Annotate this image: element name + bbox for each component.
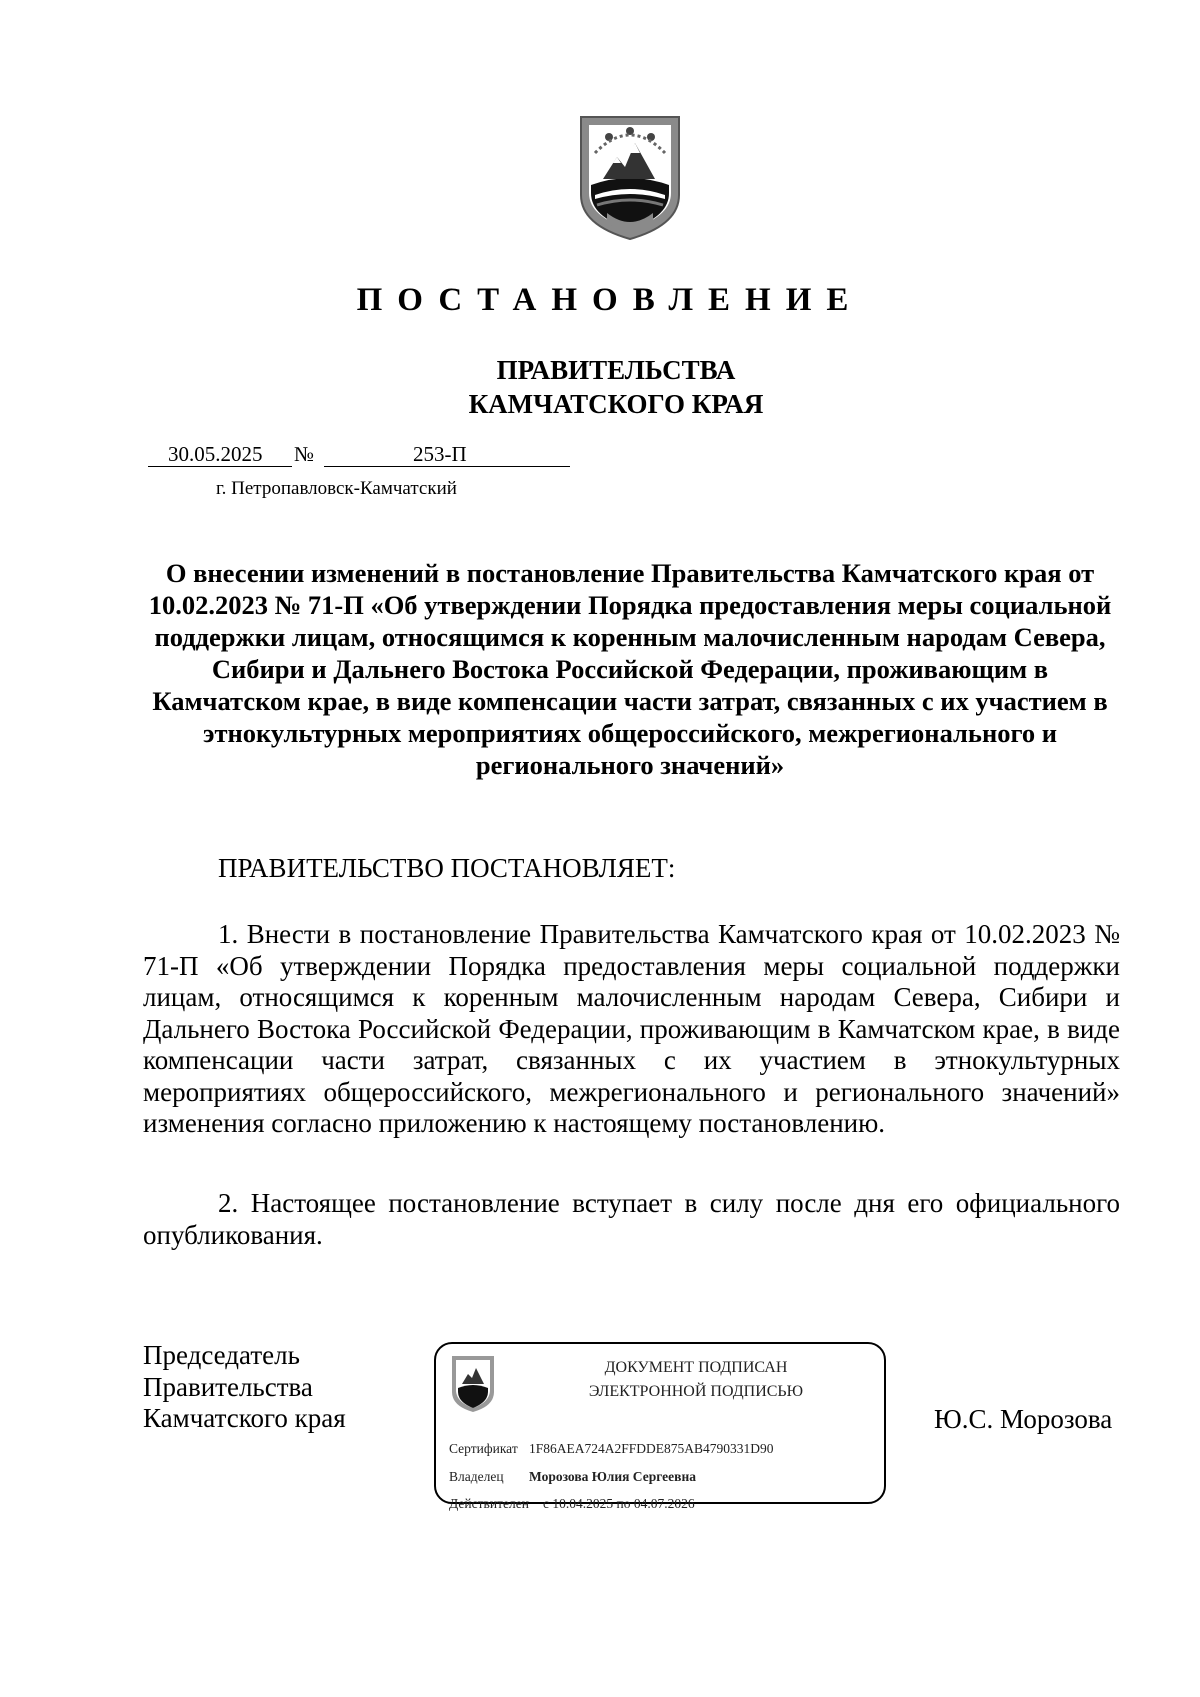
number-sign: №	[294, 442, 315, 466]
signer-position-line-2: Правительства	[143, 1371, 313, 1402]
document-type: ПОСТАНОВЛЕНИЕ	[356, 282, 864, 318]
validity-value: с 10.04.2025 по 04.07.2026	[543, 1496, 695, 1511]
certificate-label: Сертификат	[449, 1441, 518, 1456]
resolves-heading: ПРАВИТЕЛЬСТВО ПОСТАНОВЛЯЕТ:	[218, 853, 676, 883]
document-date: 30.05.2025	[168, 442, 263, 466]
paragraph-item-1: 1. Внести в постановление Правительства Камчатского края от 10.02.2023 № 71-П «Об утверждении Порядка предоставления меры социальной поддержки лицам, относящимся к коренным малочисленным народам Севера, Сибири и Дальнего Востока Российской Федерации, проживающим в Камчатском крае, в виде компенсации части затрат, связанных с их участием в этнокультурных мероприятиях общероссийского, межрегионального и регионального значений» изменения согласно приложению к настоящему постановлению.	[143, 919, 1120, 1138]
stamp-heading-line-1: ДОКУМЕНТ ПОДПИСАН	[604, 1359, 788, 1376]
signer-position-line-1: Председатель	[143, 1340, 300, 1370]
signer-position-line-3: Камчатского края	[143, 1403, 346, 1433]
document-title: О внесении изменений в постановление Правительства Камчатского края от 10.02.2023 № 71-П «Об утверждении Порядка предоставления меры социальной поддержки лицам, относящимся к коренным малочисленным народам Севера, Сибири и Дальнего Востока Российской Федерации, проживающим в Камчатском крае, в виде компенсации части затрат, связанных с их участием в этнокультурных мероприятиях общероссийского, межрегионального и регионального значений»	[148, 558, 1112, 780]
authority-line-1: ПРАВИТЕЛЬСТВА	[496, 355, 736, 385]
validity-label: Действителен	[449, 1496, 529, 1511]
electronic-signature-stamp	[434, 1342, 886, 1511]
stamp-heading-line-2: ЭЛЕКТРОННОЙ ПОДПИСЬЮ	[588, 1383, 804, 1400]
date-number-line	[148, 442, 574, 470]
certificate-value: 1F86AEA724A2FFDDE875AB4790331D90	[529, 1441, 774, 1456]
owner-row	[449, 1469, 696, 1485]
issuing-authority	[0, 353, 1200, 421]
stamp-emblem-icon	[450, 1354, 496, 1414]
stamp-heading	[516, 1356, 876, 1404]
paragraph-item-2: 2. Настоящее постановление вступает в силу после дня его официального опубликования.	[143, 1188, 1120, 1250]
certificate-row	[449, 1441, 774, 1457]
owner-label: Владелец	[449, 1469, 504, 1484]
signer-position	[143, 1340, 346, 1435]
authority-line-2: КАМЧАТСКОГО КРАЯ	[468, 389, 764, 419]
validity-row	[449, 1496, 695, 1512]
city: г. Петропавловск-Камчатский	[216, 478, 457, 499]
coat-of-arms-icon	[577, 113, 683, 241]
document-number: 253-П	[413, 442, 467, 466]
owner-value: Морозова Юлия Сергеевна	[529, 1469, 696, 1484]
signer-name: Ю.С. Морозова	[934, 1404, 1113, 1434]
